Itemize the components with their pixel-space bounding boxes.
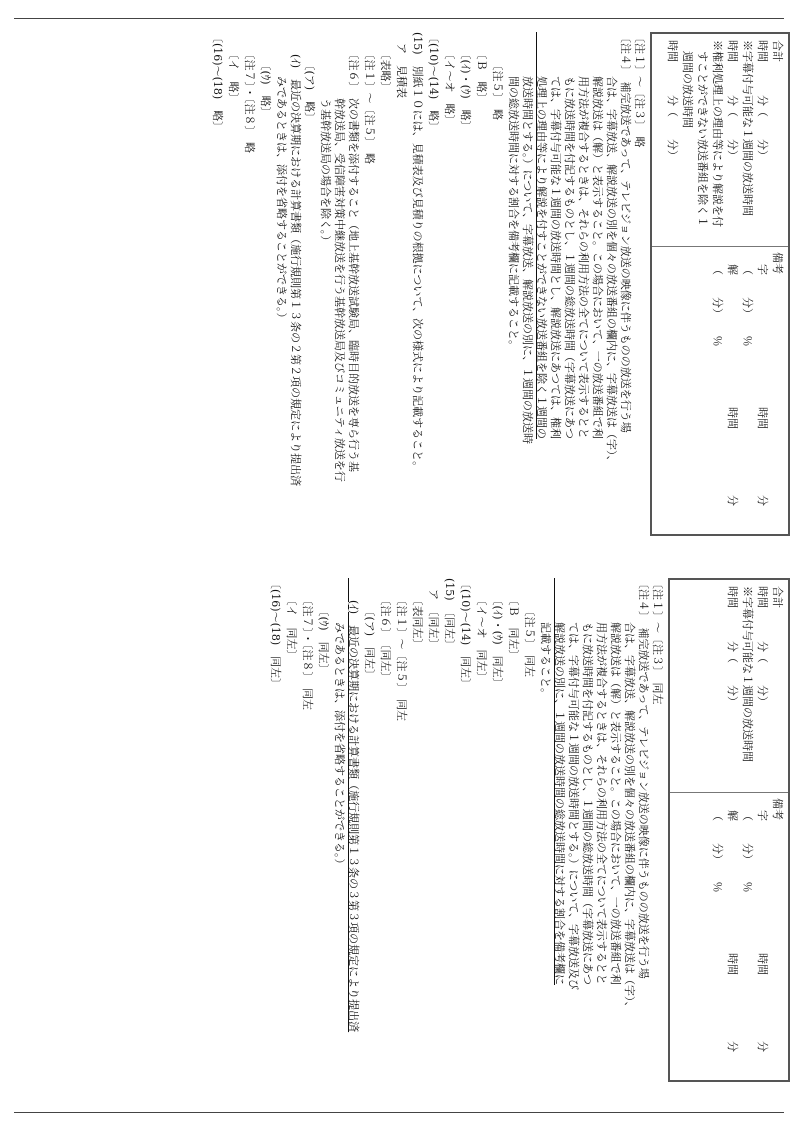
note-line: もに放送時間を付記するものとし、１週間の総放送時間（字幕放送にあつ [563,32,576,439]
table-left-line: ※字幕付与可能な１週間の放送時間 [741,40,754,216]
note-line: 〔(16)〜(18) 同左〕 [269,578,282,690]
note-line: 〔(10)〜(14) 同左〕 [459,578,472,690]
note-line: 間の総放送時間に対する割合を備考欄に記載すること。 [507,32,520,351]
table-right-line: （ 分） ％ [741,810,754,893]
note-line: 〔注１〕〜〔注３〕 略 [633,32,646,148]
note-line: 〔Ｂ 同左〕 [507,578,520,661]
note-line: 幹放送局、受信障害対策中継放送を行う基幹放送局及びコミュニティ放送を行 [333,32,346,482]
note-line: もに放送時間を付記するものとし、１週間の総放送時間（字幕放送にあつ [581,578,594,985]
note-line: ては、字幕付与可能な１週間の放送時間とする。）について、字幕放送及び [567,578,580,991]
summary-table [650,32,790,536]
table-right-line: （ 分） ％ [711,810,724,893]
note-line: 〔Ｂ 略〕 [475,32,488,104]
note-line-underlined: 処理上の理由等により解説を付すことができない放送番組を除く１週間の [535,32,548,439]
note-line: 〔(ア) 同左〕 [363,578,376,681]
table-left-line: 時間 分（ 分） [756,40,769,161]
bottom-border-line [14,1112,784,1113]
note-line: 〔イ〜オ 略〕 [443,32,456,126]
note-line: 〔注５〕 略 [491,32,504,120]
table-right-line: 備考 [771,798,784,820]
note-line-text: (ｲ) 最近の決算期における計算書類（施行規則第１３条の２第２項の規定により提出済 [289,32,302,487]
table-left-line: ※権利処理上の理由等により解説を付 [711,40,724,227]
note-line: 合は、字幕放送、解説放送の別を個々の放送番組の欄内に、字幕放送は（字）、 [623,578,636,1013]
note-line: 〔(10)〜(14) 略〕 [427,32,440,133]
table-right-line: 字 時間 分 [756,810,769,1052]
table-right-line: 字 時間 分 [756,264,769,506]
table-left-line: 合計 [771,40,784,62]
note-line: 〔注４〕 補完放送であって、テレビジョン放送の映像に伴うものの放送を行う場 [637,578,650,979]
table-right-line: （ 分） ％ [741,264,754,347]
note-line: 〔表略〕 [379,32,392,93]
note-line: 解説放送は（解）と表示すること。この場合において、一の放送番組で利 [609,578,622,985]
note-line: 〔イ〜オ 同左〕 [475,578,488,683]
note-line-underlined: (ｲ) 最近の決算期における計算書類（施行規則第１３条の３第３項の規定により提出済 [347,578,360,1033]
note-line: 〔(ｲ)・(ｳ) 同左〕 [491,578,504,689]
note-line: 〔注１〕〜〔注５〕 同左 [395,578,408,721]
note-line: ア 〔同左〕 [427,578,440,650]
note-line: 用方法が複合するときは、それらの利用方法の全てについて表示するとと [595,578,608,985]
table-right-line: 備考 [771,252,784,274]
summary-table [668,578,790,1082]
note-line: みであるときは、添付を省略することができる。） [275,32,288,324]
note-line: 〔注７〕・〔注８〕 略 [243,32,256,153]
table-column-divider [652,246,788,247]
note-line: 解説放送は（解）と表示すること。この場合において、一の放送番組で利 [591,32,604,439]
note-line: 用方法が複合するときは、それらの利用方法の全てについて表示するとと [577,32,590,439]
top-border-line [14,18,784,19]
table-left-line: 週間の放送時間 [681,40,694,128]
note-line: 〔(ｳ) 略〕 [259,32,272,118]
note-line: 放送時間とする。）について、字幕放送、解説放送の別に、１週間の放送時 [521,32,534,445]
note-line: 〔注６〕 〔同左〕 [379,578,392,683]
table-right-line: （ 分） ％ [711,264,724,347]
table-right-line: 解 時間 分 [726,264,739,506]
note-line: 合は、字幕放送、解説放送の別を個々の放送番組の欄内に、字幕放送は（字）、 [605,32,618,467]
note-line: 〔(ｳ) 同左〕 [317,578,330,675]
note-line-underlined [289,32,302,486]
note-line: みであるときは、添付を省略することができる。） [333,578,346,870]
note-line: 〔注１〕〜〔注５〕 略 [363,32,376,164]
note-line: (15) 〔同左〕 [443,578,456,651]
note-line: 〔注５〕 同左 [523,578,536,677]
note-line: 〔注７〕・〔注８〕 同左 [301,578,314,710]
table-left-line: すことができない放送番組を除く１ [696,40,709,227]
note-line: 〔表同左〕 [411,578,424,650]
note-line: 〔注４〕 補完放送であって、テレビジョン放送の映像に伴うものの放送を行う場 [619,32,632,433]
table-left-line: ※字幕付与可能な１週間の放送時間 [741,586,754,762]
note-line: 〔(ア) 略〕 [303,32,316,124]
note-line: (15) 別紙１０には、見積表及び見積りの根拠について、次の様式により記載すること。 [411,32,424,473]
note-line-underlined: 解説放送の別に、１週間の放送時間の総放送時間に対する割合を備考欄に [553,578,566,985]
note-line: ア 見積表 [395,32,408,98]
note-line: 〔注１〕〜〔注３〕 同左 [651,578,664,705]
bottom-section [0,570,798,1110]
note-line: 〔(16)〜(18) 略〕 [211,32,224,133]
table-left-line: 時間 分（ 分） [726,40,739,161]
table-right-line: 解 時間 分 [726,810,739,1052]
note-line: ては、字幕付与可能な１週間の放送時間とし、解説放送にあつては、権利 [549,32,562,439]
note-line: 〔注６〕 次の書類を添付すること（地上基幹放送試験局、臨時目的放送を専ら行う基 [347,32,360,472]
note-line: 記載すること。 [539,578,552,699]
note-line: 〔(ｲ)・(ｳ) 略〕 [459,32,472,132]
table-left-line: 時間 分（ 分） [756,586,769,707]
table-left-line: 時間 分（ 分） [666,40,679,161]
note-line: う基幹放送局の場合を除く。） [319,32,332,247]
table-left-line: 合計 [771,586,784,608]
table-left-line: 時間 分（ 分） [726,586,739,707]
table-column-divider [670,792,788,793]
note-line: 〔イ 同左〕 [285,578,298,661]
top-section [0,24,798,564]
note-line: 〔イ 略〕 [227,32,240,104]
